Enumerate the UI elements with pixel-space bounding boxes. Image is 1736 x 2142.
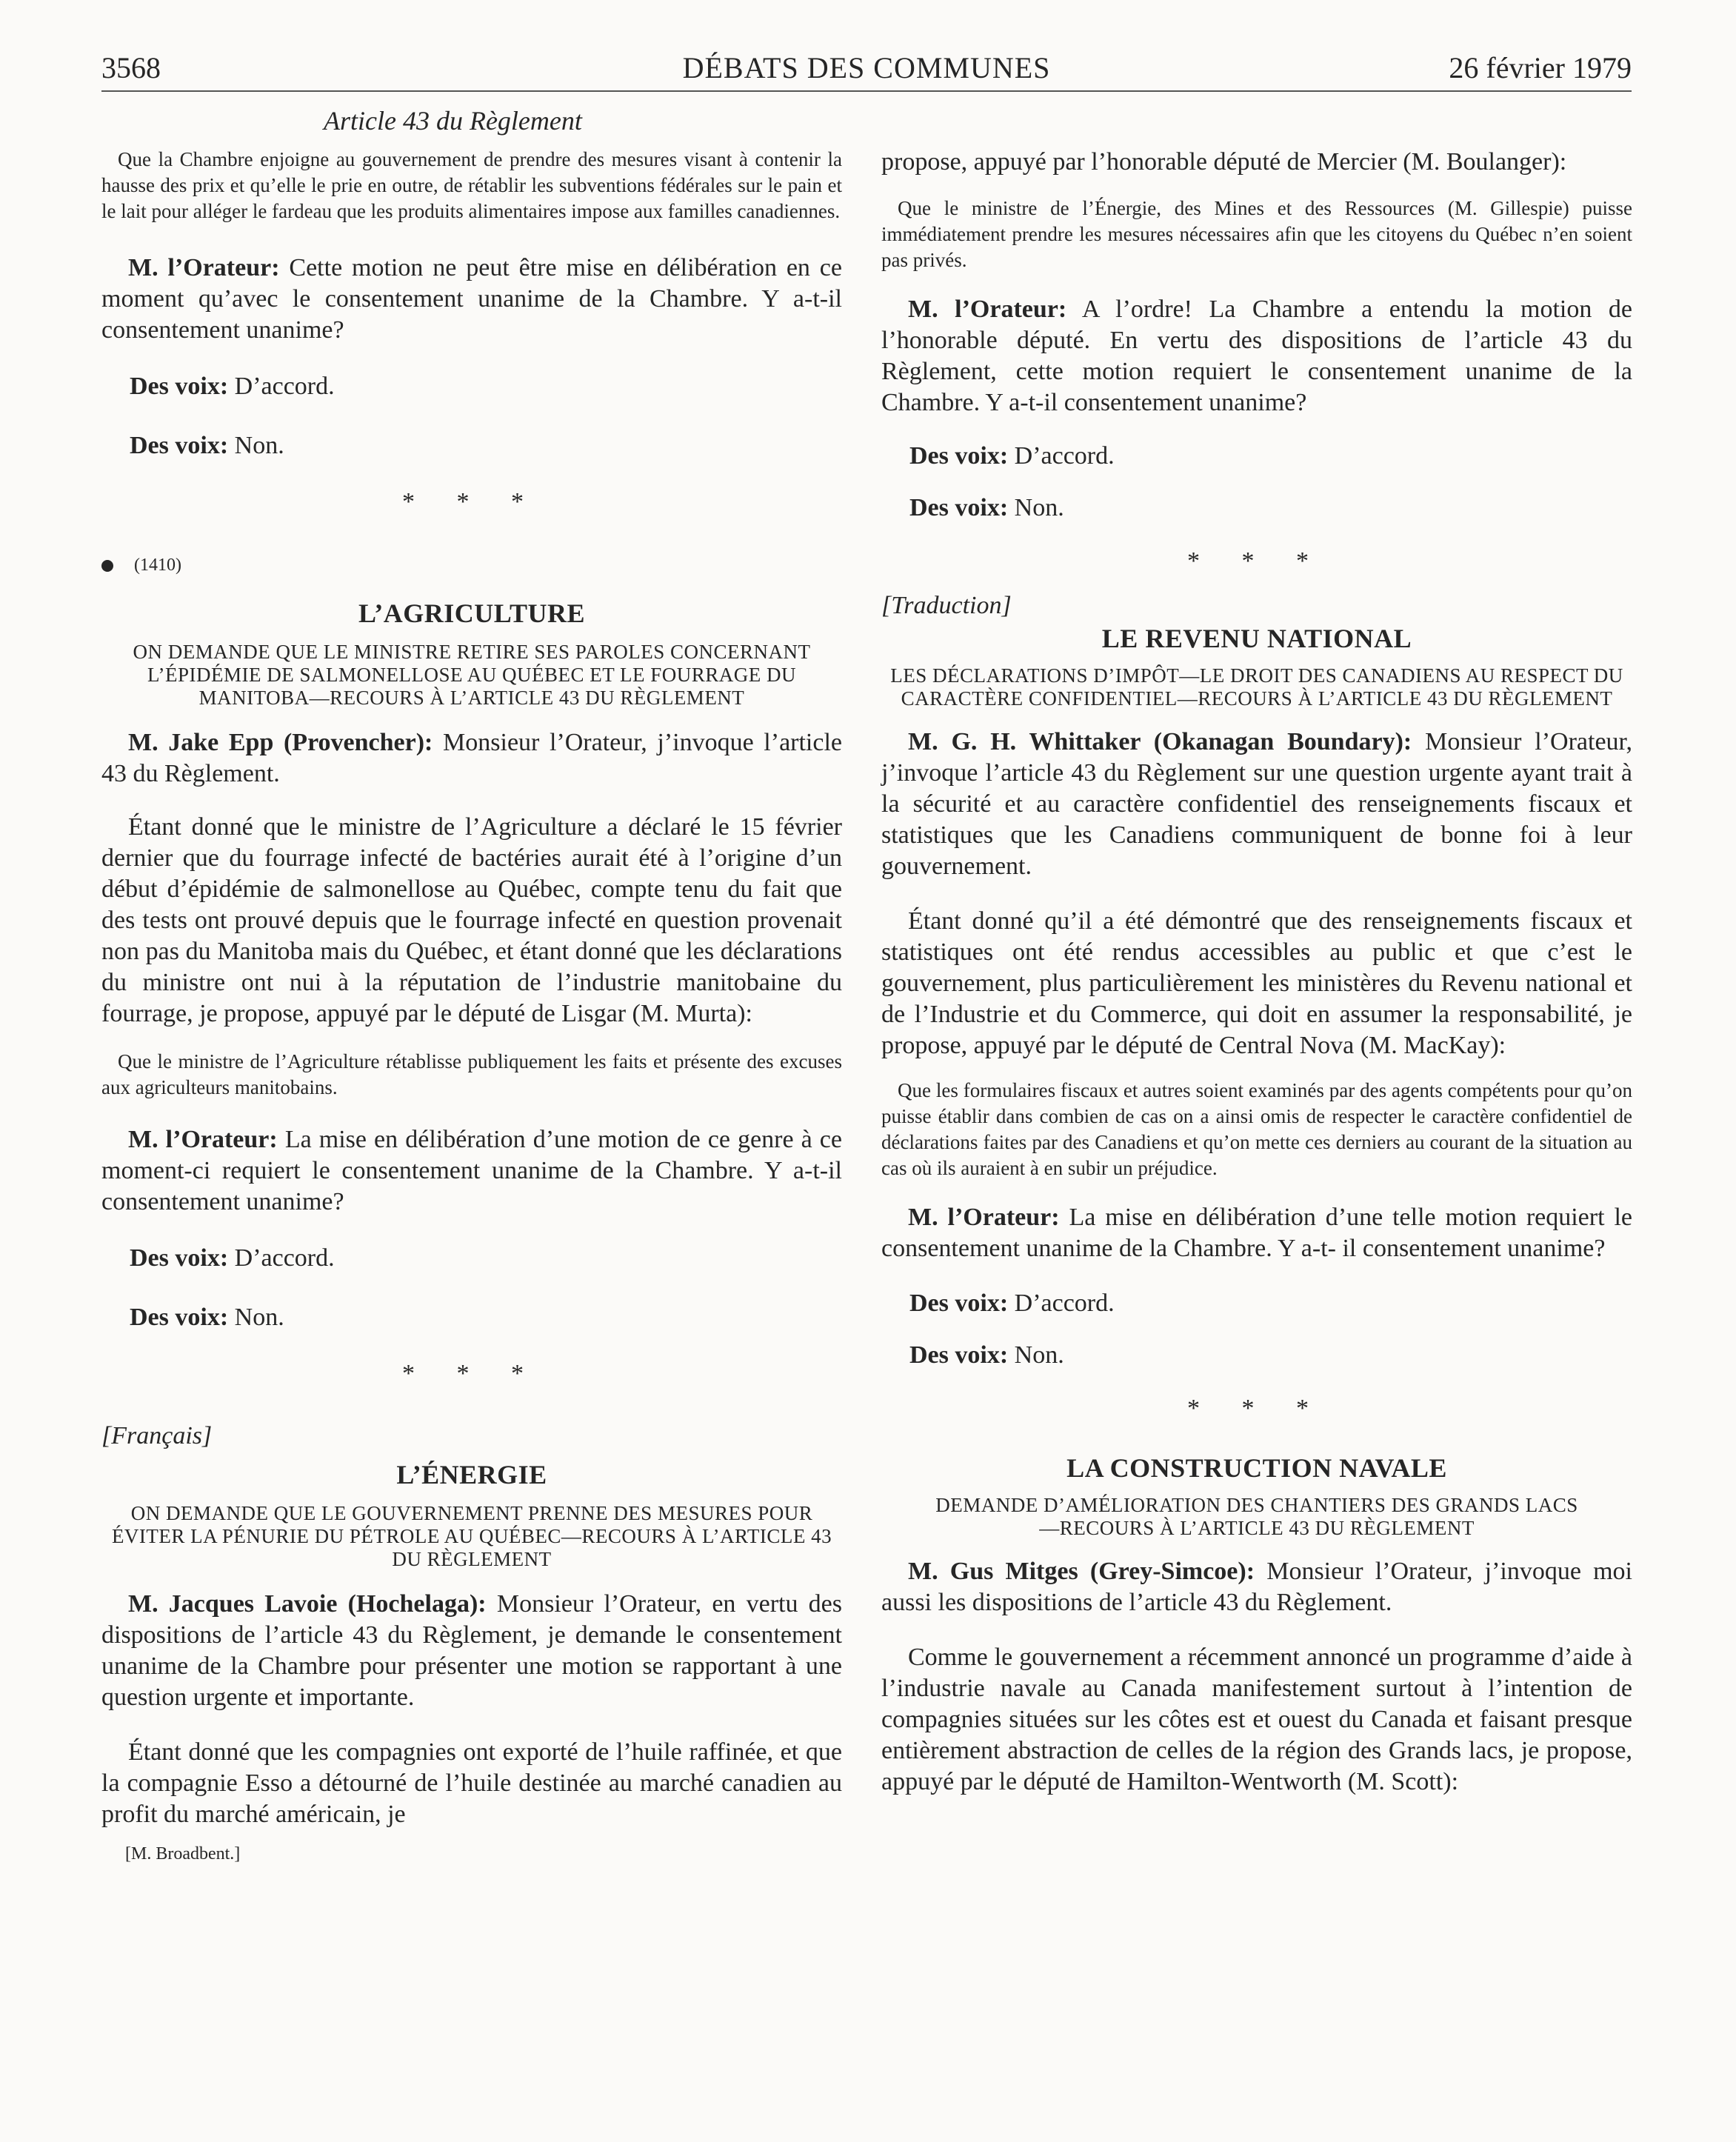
speaker-paragraph bbox=[101, 253, 842, 346]
language-marker-text: Français bbox=[111, 1422, 203, 1449]
paragraph: Étant donné que les compagnies ont exporté de l’huile raffinée, et que la compagnie Esso a détourné de l’huile destinée au marché canadien au profit du marché américain, je bbox=[101, 1738, 842, 1828]
time-marker bbox=[101, 553, 842, 577]
language-marker: [Traduction] bbox=[881, 592, 1012, 619]
paragraph: propose, appuyé par l’honorable député de Mercier (M. Boulanger): bbox=[881, 148, 1567, 176]
voice-label: Des voix: bbox=[130, 373, 229, 400]
section-separator: * * * bbox=[1187, 547, 1326, 575]
voice-text: D’accord. bbox=[234, 1244, 335, 1272]
section-subtitle: ON DEMANDE QUE LE GOUVERNEMENT PRENNE DES MESURES POUR ÉVITER LA PÉNURIE DU PÉTROLE AU QUÉBEC—RECOURS À L’ARTICLE 43 DU RÈGLEMENT bbox=[111, 1502, 832, 1570]
speaker-name: M. l’Orateur: bbox=[128, 254, 280, 281]
speaker-paragraph bbox=[101, 1589, 842, 1713]
speaker-text: La mise en délibération d’une telle motion requiert le consentement unanime de la Chambre. Y a-t- il consentement unanime? bbox=[881, 1204, 1632, 1262]
language-marker-text: Traduction bbox=[891, 592, 1002, 619]
speaker-text: Monsieur l’Orateur, j’invoque moi aussi les dispositions de l’article 43 du Règlement. bbox=[881, 1558, 1632, 1616]
voice-line bbox=[101, 1302, 842, 1333]
voice-label: Des voix: bbox=[130, 1244, 229, 1272]
page-header bbox=[101, 49, 1632, 92]
speaker-paragraph bbox=[101, 1124, 842, 1218]
speaker-paragraph bbox=[881, 1202, 1632, 1264]
voice-label: Des voix: bbox=[130, 432, 229, 459]
section-subtitle: LES DÉCLARATIONS D’IMPÔT—LE DROIT DES CANADIENS AU RESPECT DU CARACTÈRE CONFIDENTIEL—RECOURS À L’ARTICLE 43 DU RÈGLEMENT bbox=[890, 664, 1623, 710]
section-subtitle: DEMANDE D’AMÉLIORATION DES CHANTIERS DES GRANDS LACS—RECOURS À L’ARTICLE 43 DU RÈGLEMENT bbox=[935, 1494, 1578, 1539]
voice-label: Des voix: bbox=[909, 1341, 1009, 1369]
speaker-text: Monsieur l’Orateur, j’invoque l’article 43 du Règlement. bbox=[101, 729, 842, 787]
motion-text: Que la Chambre enjoigne au gouvernement de prendre des mesures visant à contenir la hausse des prix et qu’elle le prie en outre, de rétablir les subventions fédérales sur le pain et le lait pour alléger le fardeau que les produits alimentaires impose aux familles canadiennes. bbox=[101, 148, 842, 222]
section-separator: * * * bbox=[402, 1360, 541, 1387]
voice-line bbox=[881, 1340, 1632, 1371]
motion-text: Que le ministre de l’Énergie, des Mines et des Ressources (M. Gillespie) puisse immédiatement prendre les mesures nécessaires afin que les citoyens du Québec n’en soient pas privés. bbox=[881, 197, 1632, 271]
paragraph: Étant donné que le ministre de l’Agriculture a déclaré le 15 février dernier que du fourrage infecté de bactéries aurait été à l’origine d’un début d’épidémie de salmonellose au Québec, compte tenu du fait que des tests ont prouvé depuis que le fourrage infecté en question provenait non pas du Manitoba mais du Québec, et étant donné que les déclarations du ministre ont nui à la réputation de l’industrie manitobaine du fourrage, je propose, appuyé par le député de Lisgar (M. Murta): bbox=[101, 813, 842, 1027]
speaker-text: Cette motion ne peut être mise en délibération en ce moment qu’avec le consentement unanime de la Chambre. Y a-t-il consentement unanime? bbox=[101, 254, 842, 344]
voice-text: D’accord. bbox=[234, 373, 335, 400]
voice-text: D’accord. bbox=[1014, 1289, 1115, 1317]
voice-line bbox=[101, 1243, 842, 1274]
voice-label: Des voix: bbox=[909, 494, 1009, 521]
speaker-paragraph bbox=[881, 727, 1632, 882]
section-separator: * * * bbox=[402, 488, 541, 516]
motion-text: Que le ministre de l’Agriculture rétablisse publiquement les faits et présente des excuses aux agriculteurs manitobains. bbox=[101, 1050, 842, 1098]
speaker-name: M. Jake Epp (Provencher): bbox=[128, 729, 433, 756]
section-title: LE REVENU NATIONAL bbox=[1101, 624, 1412, 653]
voice-text: D’accord. bbox=[1014, 442, 1115, 470]
bullet-dot-icon bbox=[101, 560, 113, 572]
page-date: 26 février 1979 bbox=[1449, 51, 1632, 84]
speaker-paragraph bbox=[101, 727, 842, 790]
speaker-paragraph bbox=[881, 1556, 1632, 1618]
speaker-name: M. Jacques Lavoie (Hochelaga): bbox=[128, 1590, 487, 1618]
speaker-paragraph bbox=[881, 294, 1632, 418]
voice-line bbox=[881, 493, 1632, 524]
paragraph: Comme le gouvernement a récemment annoncé un programme d’aide à l’industrie navale au Canada manifestement surtout à l’intention de compagnies situées sur les côtes est et ouest du Canada et faisant presque entièrement abstraction de celles de la région des Grands lacs, je propose, appuyé par le député de Hamilton-Wentworth (M. Scott): bbox=[881, 1644, 1632, 1795]
speaker-name: M. l’Orateur: bbox=[128, 1126, 278, 1153]
left-column bbox=[101, 104, 842, 1866]
article-heading: Article 43 du Règlement bbox=[324, 106, 582, 136]
section-separator: * * * bbox=[1187, 1395, 1326, 1422]
publication-title: DÉBATS DES COMMUNES bbox=[682, 51, 1051, 84]
section-subtitle: ON DEMANDE QUE LE MINISTRE RETIRE SES PAROLES CONCERNANT L’ÉPIDÉMIE DE SALMONELLOSE AU QUÉBEC ET LE FOURRAGE DU MANITOBA—RECOURS À L’ARTICLE 43 DU RÈGLEMENT bbox=[133, 641, 811, 709]
speaker-name: M. G. H. Whittaker (Okanagan Boundary): bbox=[908, 728, 1412, 755]
language-marker: [Français] bbox=[101, 1422, 213, 1449]
voice-text: Non. bbox=[1014, 494, 1064, 521]
voice-label: Des voix: bbox=[909, 1289, 1009, 1317]
time-marker-text: (1410) bbox=[134, 555, 181, 575]
section-title: L’ÉNERGIE bbox=[396, 1460, 547, 1489]
section-title: L’AGRICULTURE bbox=[358, 598, 585, 628]
speaker-name: M. l’Orateur: bbox=[908, 296, 1067, 323]
footnote: [M. Broadbent.] bbox=[125, 1844, 241, 1864]
speaker-text: Monsieur l’Orateur, j’invoque l’article 43 du Règlement sur une question urgente ayant trait à la sécurité et au caractère confidentiel des renseignements fiscaux et statistiques que les Canadiens communiquent de bonne foi à leur gouvernement. bbox=[881, 728, 1633, 880]
voice-label: Des voix: bbox=[909, 442, 1009, 470]
speaker-text: La mise en délibération d’une motion de ce genre à ce moment-ci requiert le consentement unanime de la Chambre. Y a-t-il consentement unanime? bbox=[101, 1126, 842, 1215]
voice-label: Des voix: bbox=[130, 1304, 229, 1331]
speaker-name: M. Gus Mitges (Grey-Simcoe): bbox=[908, 1558, 1255, 1585]
voice-text: Non. bbox=[1014, 1341, 1064, 1369]
speaker-text: A l’ordre! La Chambre a entendu la motion de l’honorable député. En vertu des dispositions de l’article 43 du Règlement, cette motion requiert le consentement unanime de la Chambre. Y a-t-il consentement unanime? bbox=[881, 296, 1632, 416]
voice-line bbox=[101, 430, 842, 461]
voice-line bbox=[881, 1288, 1632, 1319]
voice-text: Non. bbox=[234, 1304, 284, 1331]
voice-line bbox=[881, 441, 1632, 472]
voice-text: Non. bbox=[234, 432, 284, 459]
section-title: LA CONSTRUCTION NAVALE bbox=[1066, 1453, 1447, 1483]
speaker-text: Monsieur l’Orateur, en vertu des dispositions de l’article 43 du Règlement, je demande le consentement unanime de la Chambre pour présenter une motion se rapportant à une question urgente et importante. bbox=[101, 1590, 843, 1711]
paragraph: Étant donné qu’il a été démontré que des renseignements fiscaux et statistiques ont été rendus accessibles au public et que c’est le gouvernement, plus particulièrement les ministères du Revenu national et de l’Industrie et du Commerce, qui doit en assumer la responsabilité, je propose, appuyé par le député de Central Nova (M. MacKay): bbox=[881, 907, 1632, 1059]
speaker-name: M. l’Orateur: bbox=[908, 1204, 1060, 1231]
motion-text: Que les formulaires fiscaux et autres soient examinés par des agents compétents pour qu’on puisse établir dans combien de cas on a ainsi omis de respecter le caractère confidentiel de déclarations faites par des Canadiens et qu’on mette ces derniers au courant de la situation au cas où ils auraient à en subir un préjudice. bbox=[881, 1079, 1632, 1179]
page-number: 3568 bbox=[101, 51, 161, 84]
right-column bbox=[881, 104, 1632, 1798]
voice-line bbox=[101, 371, 842, 402]
